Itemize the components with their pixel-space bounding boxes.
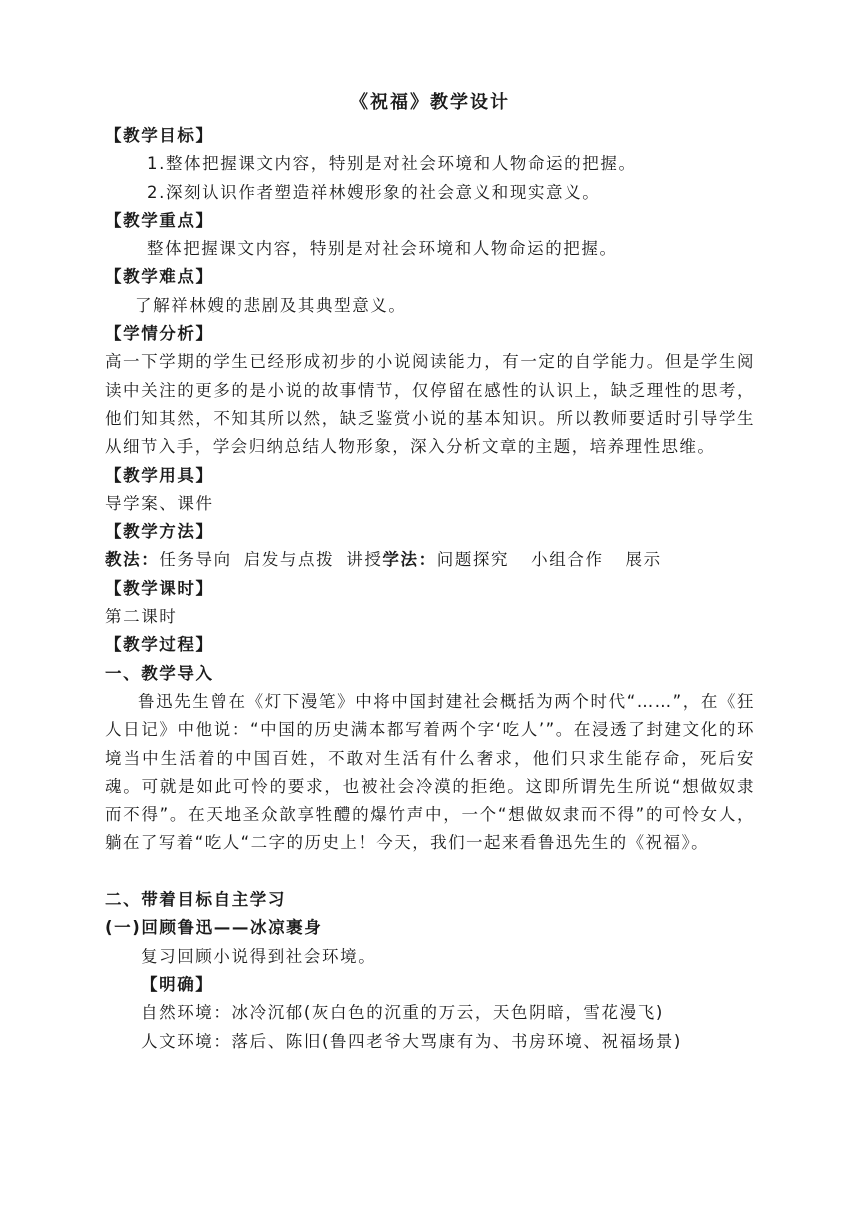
- teach-method-item: 讲授: [346, 550, 383, 570]
- step1-heading: 一、教学导入: [105, 663, 214, 683]
- human-environment: 人文环境：落后、陈旧(鲁四老爷大骂康有为、书房环境、祝福场景): [141, 1031, 682, 1051]
- hours-heading: 【教学课时】: [105, 578, 214, 598]
- analysis-paragraph: 高一下学期的学生已经形成初步的小说阅读能力，有一定的自学能力。但是学生阅读中关注的更多的是小说的故事情节，仅停留在感性的认识上，缺乏理性的思考，他们知其然，不知其所以然，缺乏鉴赏小说的基本知识。所以教师要适时引导学生从细节入手，学会归纳总结人物形象，深入分析文章的主题，培养理性思维。: [105, 352, 755, 457]
- goal-1: 1.整体把握课文内容，特别是对社会环境和人物命运的把握。: [147, 154, 637, 174]
- document-page: [105, 88, 755, 1056]
- step2-subheading: (一)回顾鲁迅——冰凉裹身: [105, 918, 323, 938]
- methods-line: [105, 546, 755, 574]
- tools-heading: 【教学用具】: [105, 465, 214, 485]
- difficulty-heading: 【教学难点】: [105, 267, 214, 287]
- difficulty-text: 了解祥林嫂的悲剧及其典型意义。: [135, 295, 407, 315]
- learn-method-label: 学法：: [382, 550, 437, 570]
- step2-review: 复习回顾小说得到社会环境。: [141, 946, 377, 966]
- teach-method-label: 教法：: [105, 550, 160, 570]
- learn-method-item: 小组合作: [531, 550, 604, 570]
- goal-2: 2.深刻认识作者塑造祥林嫂形象的社会意义和现实意义。: [147, 182, 601, 202]
- learn-method-item: 展示: [625, 550, 662, 570]
- analysis-heading: 【学情分析】: [105, 324, 214, 344]
- document-title: 《祝福》教学设计: [350, 92, 510, 113]
- blank-line: [105, 858, 755, 886]
- step1-paragraph: 鲁迅先生曾在《灯下漫笔》中将中国封建社会概括为两个时代“……”，在《狂人日记》中他说：“中国的历史满本都写着两个字‘吃人’”。在浸透了封建文化的环境当中生活着的中国百姓，不敢对生活有什么奢求，他们只求生能存命，死后安魂。可就是如此可怜的要求，也被社会冷漠的拒绝。这即所谓先生所说“想做奴隶而不得”。在天地圣众歆享牲醴的爆竹声中，一个“想做奴隶而不得”的可怜女人，躺在了写着“吃人“二字的历史上！今天，我们一起来看鲁迅先生的《祝福》。: [105, 691, 755, 853]
- process-heading: 【教学过程】: [105, 635, 214, 655]
- tools-text: 导学案、课件: [105, 493, 214, 513]
- hours-text: 第二课时: [105, 607, 178, 627]
- natural-environment: 自然环境：冰冷沉郁(灰白色的沉重的万云，天色阴暗，雪花漫飞): [141, 1003, 664, 1023]
- teach-method-item: 启发与点拨: [243, 550, 335, 570]
- learn-method-item: 问题探究: [436, 550, 510, 570]
- focus-heading: 【教学重点】: [105, 210, 214, 230]
- methods-heading: 【教学方法】: [105, 522, 214, 542]
- goals-heading: 【教学目标】: [105, 126, 214, 145]
- step2-heading: 二、带着目标自主学习: [105, 890, 286, 910]
- teach-method-item: 任务导向: [159, 550, 232, 570]
- clarify-heading: 【明确】: [141, 974, 214, 994]
- focus-text: 整体把握课文内容，特别是对社会环境和人物命运的把握。: [147, 239, 618, 259]
